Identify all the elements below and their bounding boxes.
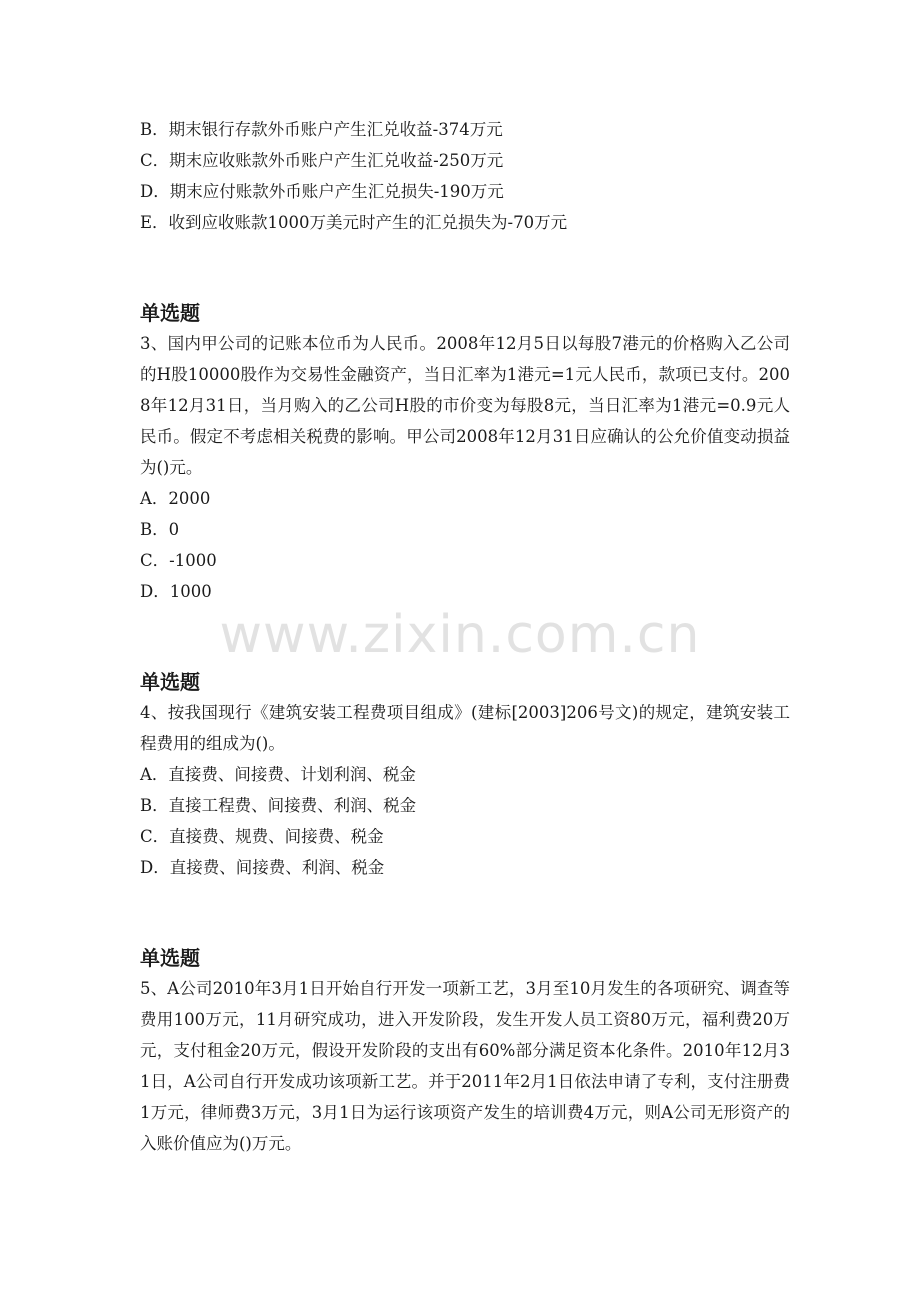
watermark: www.zixin.com.cn (219, 605, 701, 665)
option-c: C．期末应收账款外币账户产生汇兑收益-250万元 (140, 151, 504, 170)
option-d: D．直接费、间接费、利润、税金 (140, 858, 385, 877)
option-c: C．-1000 (140, 551, 217, 570)
option-d: D．1000 (140, 582, 212, 601)
question-type-heading: 单选题 (140, 301, 200, 325)
question-type-heading: 单选题 (140, 670, 200, 694)
option-b: B．直接工程费、间接费、利润、税金 (140, 796, 417, 815)
question-3 (140, 298, 790, 607)
option-b: B．0 (140, 520, 180, 539)
option-a: A．直接费、间接费、计划利润、税金 (140, 765, 416, 784)
question-4 (140, 667, 790, 883)
question-text: 3、国内甲公司的记账本位币为人民币。2008年12月5日以每股7港元的价格购入乙公司的H股10000股作为交易性金融资产，当日汇率为1港元=1元人民币，款项已支付。2008年12月31日，当月购入的乙公司H股的市价变为每股8元，当日汇率为1港元=0.9元人民币。假定不考虑相关税费的影响。甲公司2008年12月31日应确认的公允价值变动损益为()元。 (140, 334, 790, 477)
question-5 (140, 943, 790, 1159)
option-d: D．期末应付账款外币账户产生汇兑损失-190万元 (140, 182, 504, 201)
option-e: E．收到应收账款1000万美元时产生的汇兑损失为-70万元 (140, 213, 568, 232)
option-a: A．2000 (140, 489, 211, 508)
question-type-heading: 单选题 (140, 946, 200, 970)
option-c: C．直接费、规费、间接费、税金 (140, 827, 384, 846)
option-b: B．期末银行存款外币账户产生汇兑收益-374万元 (140, 120, 503, 139)
previous-question-options (140, 114, 790, 238)
question-text: 5、A公司2010年3月1日开始自行开发一项新工艺，3月至10月发生的各项研究、调查等费用100万元，11月研究成功，进入开发阶段，发生开发人员工资80万元，福利费20万元，支付租金20万元，假设开发阶段的支出有60%部分满足资本化条件。2010年12月31日，A公司自行开发成功该项新工艺。并于2011年2月1日依法申请了专利，支付注册费1万元，律师费3万元，3月1日为运行该项资产发生的培训费4万元，则A公司无形资产的入账价值应为()万元。 (140, 979, 790, 1153)
document-content (140, 114, 790, 1159)
question-text: 4、按我国现行《建筑安装工程费项目组成》(建标[2003]206号文)的规定，建筑安装工程费用的组成为()。 (140, 703, 790, 753)
